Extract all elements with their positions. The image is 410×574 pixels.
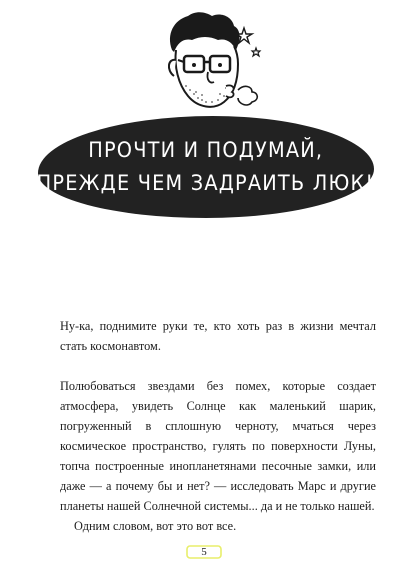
breath-puff-icon	[238, 86, 257, 105]
astronaut-face-illustration	[140, 6, 270, 124]
hair-icon	[170, 12, 240, 52]
title-banner	[38, 116, 374, 218]
paragraph: Полюбоваться звездами без помех, которые создает атмосфера, увидеть Солнце как маленький шарик, погруженный в сплошную черноту, мчаться через космическое пространство, гулять по поверхности Луны, топча построенные инопланетянами песочные замки, или даже — а почему бы и нет? — исследовать Марс и другие планеты нашей Солнечной системы... да и не только нашей.	[60, 379, 376, 513]
page-number	[186, 543, 222, 561]
body-text	[60, 316, 376, 536]
eye-right	[218, 63, 222, 67]
paragraph: Ну-ка, поднимите руки те, кто хоть раз в жизни мечтал стать космонавтом.	[60, 319, 376, 353]
puffed-mouth	[226, 85, 234, 97]
eye-left	[192, 63, 196, 67]
page-number-text: 5	[201, 546, 207, 558]
paragraph: Одним словом, вот это вот все.	[74, 519, 237, 533]
star-icon	[252, 48, 260, 56]
banner-title-line-2: ПРЕЖДЕ ЧЕМ ЗАДРАИТЬ ЛЮК!	[37, 171, 375, 195]
ear-icon	[169, 60, 176, 76]
banner-title-line-1: ПРОЧТИ И ПОДУМАЙ,	[88, 138, 324, 162]
